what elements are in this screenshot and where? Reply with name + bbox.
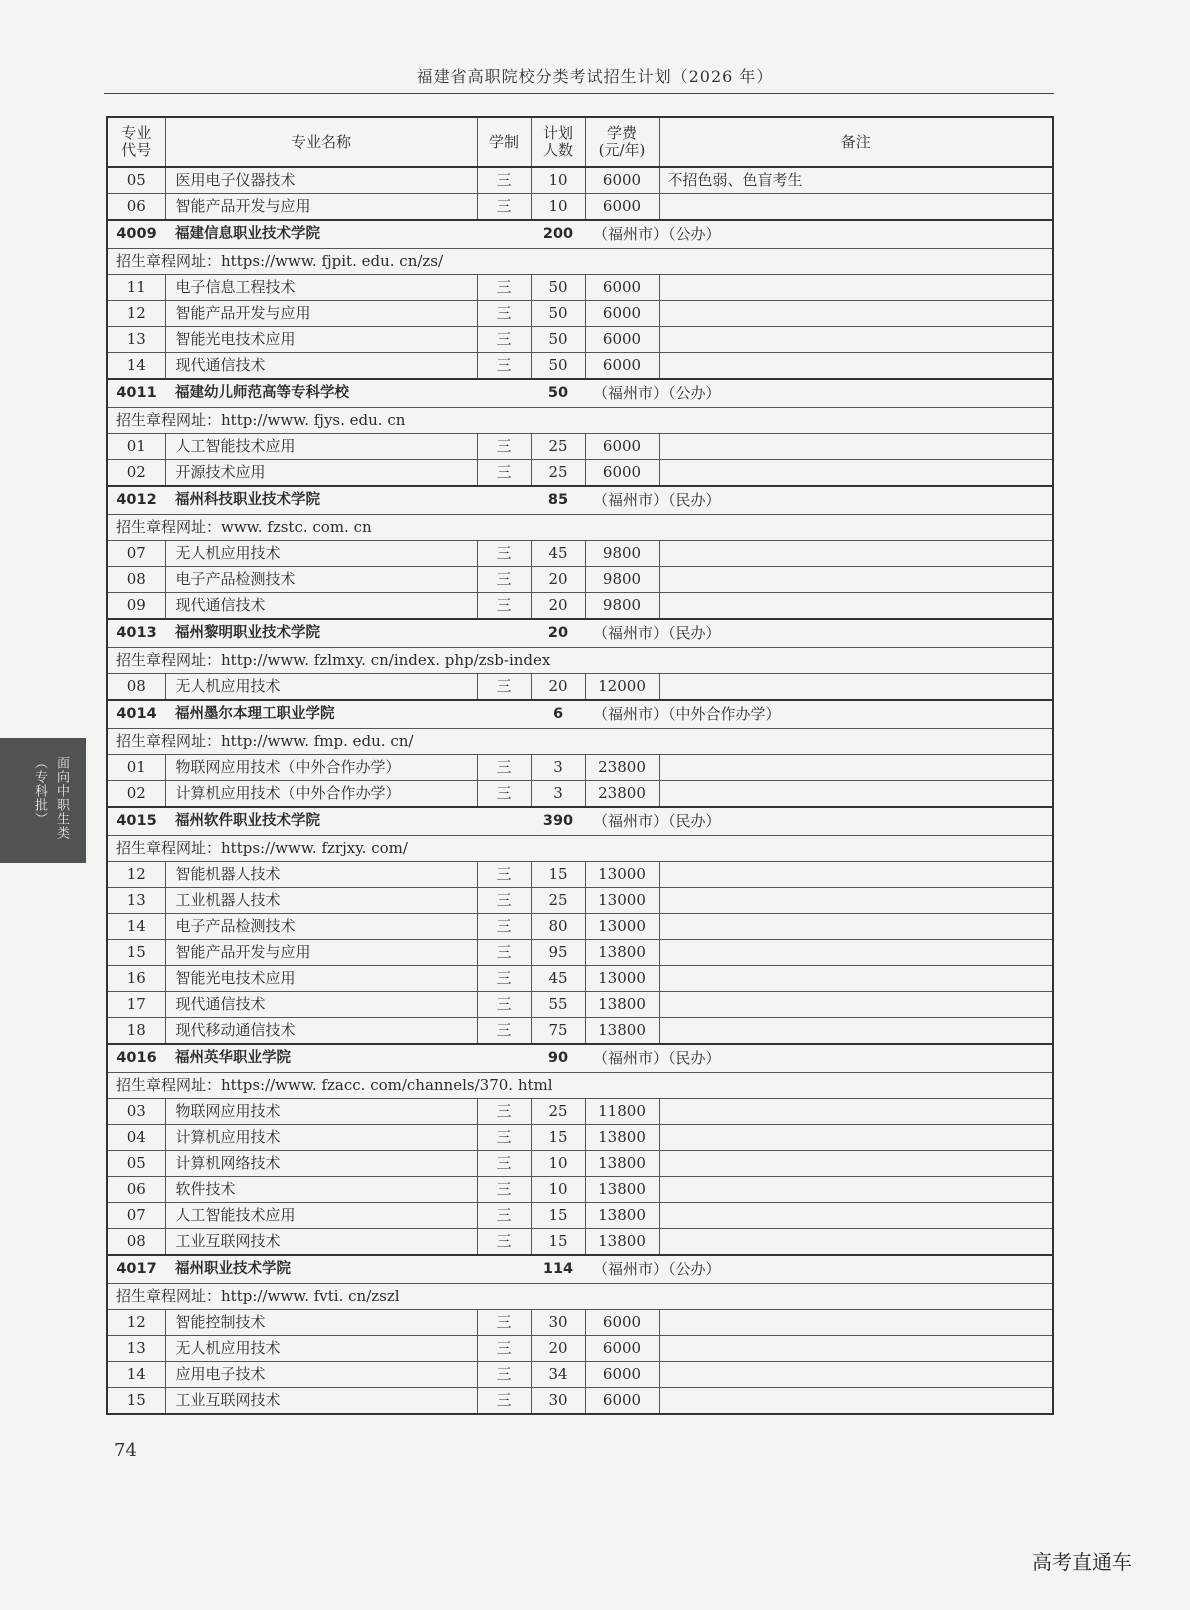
major-duration: 三 [477, 541, 531, 567]
major-note [659, 888, 1053, 914]
major-count: 3 [531, 781, 585, 808]
major-duration: 三 [477, 914, 531, 940]
major-code: 02 [107, 781, 165, 808]
major-row [107, 992, 1053, 1018]
admission-plan-table [106, 116, 1054, 1415]
major-duration: 三 [477, 353, 531, 380]
school-name: 福建信息职业技术学院 [165, 220, 531, 249]
major-note [659, 327, 1053, 353]
major-count: 10 [531, 167, 585, 194]
major-note [659, 992, 1053, 1018]
school-count: 6 [531, 700, 585, 729]
major-fee: 6000 [585, 1310, 659, 1336]
major-fee: 6000 [585, 434, 659, 460]
major-duration: 三 [477, 862, 531, 888]
major-fee: 6000 [585, 1388, 659, 1415]
watermark-text: 高考直通车 [1032, 1550, 1132, 1574]
major-code: 06 [107, 194, 165, 221]
major-count: 10 [531, 1151, 585, 1177]
major-row [107, 460, 1053, 487]
school-url-row [107, 408, 1053, 434]
header-note: 备注 [659, 117, 1053, 167]
school-url: 招生章程网址：http://www. fmp. edu. cn/ [107, 729, 1053, 755]
major-count: 50 [531, 327, 585, 353]
major-row [107, 966, 1053, 992]
major-count: 30 [531, 1388, 585, 1415]
major-code: 08 [107, 567, 165, 593]
major-count: 30 [531, 1310, 585, 1336]
major-name: 智能产品开发与应用 [165, 194, 477, 221]
school-url: 招生章程网址：http://www. fjys. edu. cn [107, 408, 1053, 434]
major-count: 3 [531, 755, 585, 781]
major-code: 14 [107, 914, 165, 940]
major-row [107, 301, 1053, 327]
school-url-row [107, 249, 1053, 275]
major-code: 18 [107, 1018, 165, 1045]
major-row [107, 327, 1053, 353]
school-url-row [107, 1073, 1053, 1099]
major-count: 20 [531, 567, 585, 593]
page-number: 74 [114, 1440, 137, 1461]
school-url-row [107, 1284, 1053, 1310]
school-count: 85 [531, 486, 585, 515]
major-row [107, 353, 1053, 380]
school-row [107, 486, 1053, 515]
major-row [107, 755, 1053, 781]
major-row [107, 862, 1053, 888]
school-count: 200 [531, 220, 585, 249]
major-count: 25 [531, 888, 585, 914]
major-fee: 13800 [585, 1151, 659, 1177]
school-url: 招生章程网址：http://www. fvti. cn/zszl [107, 1284, 1053, 1310]
major-row [107, 434, 1053, 460]
school-note: （福州市）（公办） [585, 379, 1053, 408]
major-duration: 三 [477, 888, 531, 914]
major-fee: 13800 [585, 1177, 659, 1203]
major-name: 工业互联网技术 [165, 1229, 477, 1256]
school-count: 390 [531, 807, 585, 836]
major-fee: 13800 [585, 940, 659, 966]
major-note [659, 434, 1053, 460]
major-count: 15 [531, 862, 585, 888]
major-count: 25 [531, 434, 585, 460]
major-note [659, 1099, 1053, 1125]
school-row [107, 379, 1053, 408]
major-name: 无人机应用技术 [165, 541, 477, 567]
major-duration: 三 [477, 1388, 531, 1415]
major-fee: 12000 [585, 674, 659, 701]
header-duration: 学制 [477, 117, 531, 167]
major-count: 50 [531, 353, 585, 380]
school-note: （福州市）（民办） [585, 486, 1053, 515]
major-name: 智能机器人技术 [165, 862, 477, 888]
header-code: 专业 代号 [107, 117, 165, 167]
major-note [659, 593, 1053, 620]
major-duration: 三 [477, 992, 531, 1018]
major-name: 物联网应用技术（中外合作办学） [165, 755, 477, 781]
side-tab-main-label: 面向中职生类 [54, 756, 69, 840]
school-code: 4012 [107, 486, 165, 515]
major-row [107, 1362, 1053, 1388]
major-code: 13 [107, 1336, 165, 1362]
school-code: 4013 [107, 619, 165, 648]
major-note [659, 353, 1053, 380]
school-note: （福州市）（公办） [585, 220, 1053, 249]
major-name: 智能光电技术应用 [165, 327, 477, 353]
school-code: 4014 [107, 700, 165, 729]
school-name: 福州职业技术学院 [165, 1255, 531, 1284]
major-count: 75 [531, 1018, 585, 1045]
major-count: 50 [531, 301, 585, 327]
school-name: 福州英华职业学院 [165, 1044, 531, 1073]
school-row [107, 807, 1053, 836]
major-name: 计算机应用技术（中外合作办学） [165, 781, 477, 808]
major-name: 人工智能技术应用 [165, 1203, 477, 1229]
page-header-title: 福建省高职院校分类考试招生计划（2026 年） [416, 67, 774, 86]
table-body [107, 167, 1053, 1414]
major-row [107, 593, 1053, 620]
major-fee: 9800 [585, 593, 659, 620]
major-note [659, 940, 1053, 966]
school-code: 4011 [107, 379, 165, 408]
major-fee: 6000 [585, 353, 659, 380]
school-note: （福州市）（中外合作办学） [585, 700, 1053, 729]
school-url: 招生章程网址：https://www. fzrjxy. com/ [107, 836, 1053, 862]
major-name: 人工智能技术应用 [165, 434, 477, 460]
school-url: 招生章程网址：http://www. fzlmxy. cn/index. php/zsb-index [107, 648, 1053, 674]
major-code: 01 [107, 434, 165, 460]
major-duration: 三 [477, 781, 531, 808]
major-duration: 三 [477, 167, 531, 194]
major-code: 16 [107, 966, 165, 992]
school-name: 福州墨尔本理工职业学院 [165, 700, 531, 729]
school-url: 招生章程网址：https://www. fjpit. edu. cn/zs/ [107, 249, 1053, 275]
major-duration: 三 [477, 966, 531, 992]
major-code: 07 [107, 541, 165, 567]
major-code: 12 [107, 1310, 165, 1336]
major-duration: 三 [477, 1310, 531, 1336]
major-count: 20 [531, 1336, 585, 1362]
major-name: 工业机器人技术 [165, 888, 477, 914]
school-name: 福州软件职业技术学院 [165, 807, 531, 836]
major-name: 医用电子仪器技术 [165, 167, 477, 194]
school-url: 招生章程网址：https://www. fzacc. com/channels/370. html [107, 1073, 1053, 1099]
major-note [659, 275, 1053, 301]
major-duration: 三 [477, 1336, 531, 1362]
major-note [659, 781, 1053, 808]
major-name: 智能光电技术应用 [165, 966, 477, 992]
major-name: 计算机网络技术 [165, 1151, 477, 1177]
major-fee: 6000 [585, 460, 659, 487]
school-note: （福州市）（公办） [585, 1255, 1053, 1284]
school-row [107, 619, 1053, 648]
major-count: 55 [531, 992, 585, 1018]
major-note [659, 674, 1053, 701]
major-count: 25 [531, 460, 585, 487]
major-row [107, 674, 1053, 701]
major-note [659, 1151, 1053, 1177]
major-duration: 三 [477, 940, 531, 966]
school-url: 招生章程网址：www. fzstc. com. cn [107, 515, 1053, 541]
major-count: 15 [531, 1229, 585, 1256]
school-count: 20 [531, 619, 585, 648]
major-count: 95 [531, 940, 585, 966]
major-count: 15 [531, 1203, 585, 1229]
major-fee: 6000 [585, 1336, 659, 1362]
major-count: 50 [531, 275, 585, 301]
major-duration: 三 [477, 1125, 531, 1151]
major-name: 现代通信技术 [165, 353, 477, 380]
header-fee: 学费 (元/年) [585, 117, 659, 167]
major-note [659, 1336, 1053, 1362]
major-name: 智能控制技术 [165, 1310, 477, 1336]
school-url-row [107, 729, 1053, 755]
major-note [659, 194, 1053, 221]
major-code: 08 [107, 674, 165, 701]
major-row [107, 1177, 1053, 1203]
major-duration: 三 [477, 1177, 531, 1203]
school-url-row [107, 648, 1053, 674]
major-code: 05 [107, 167, 165, 194]
major-row [107, 1125, 1053, 1151]
major-row [107, 1018, 1053, 1045]
header-count: 计划 人数 [531, 117, 585, 167]
school-row [107, 1255, 1053, 1284]
major-name: 智能产品开发与应用 [165, 940, 477, 966]
header-name: 专业名称 [165, 117, 477, 167]
major-duration: 三 [477, 275, 531, 301]
major-count: 45 [531, 541, 585, 567]
major-row [107, 940, 1053, 966]
major-note [659, 1125, 1053, 1151]
major-duration: 三 [477, 674, 531, 701]
major-name: 计算机应用技术 [165, 1125, 477, 1151]
major-name: 现代通信技术 [165, 992, 477, 1018]
major-code: 17 [107, 992, 165, 1018]
major-code: 06 [107, 1177, 165, 1203]
major-code: 09 [107, 593, 165, 620]
major-note [659, 541, 1053, 567]
major-note [659, 755, 1053, 781]
major-note [659, 1018, 1053, 1045]
major-name: 物联网应用技术 [165, 1099, 477, 1125]
major-fee: 6000 [585, 1362, 659, 1388]
major-row [107, 541, 1053, 567]
major-fee: 6000 [585, 194, 659, 221]
major-note [659, 1388, 1053, 1415]
major-count: 15 [531, 1125, 585, 1151]
major-note [659, 914, 1053, 940]
major-name: 工业互联网技术 [165, 1388, 477, 1415]
major-duration: 三 [477, 1099, 531, 1125]
school-code: 4017 [107, 1255, 165, 1284]
major-code: 14 [107, 353, 165, 380]
major-fee: 6000 [585, 327, 659, 353]
school-url-row [107, 515, 1053, 541]
major-row [107, 167, 1053, 194]
major-note [659, 1177, 1053, 1203]
major-duration: 三 [477, 1203, 531, 1229]
major-row [107, 1310, 1053, 1336]
school-count: 114 [531, 1255, 585, 1284]
school-row [107, 1044, 1053, 1073]
major-name: 应用电子技术 [165, 1362, 477, 1388]
table-header-row [107, 117, 1053, 167]
school-count: 90 [531, 1044, 585, 1073]
major-count: 10 [531, 194, 585, 221]
major-code: 12 [107, 862, 165, 888]
major-duration: 三 [477, 460, 531, 487]
major-duration: 三 [477, 327, 531, 353]
major-count: 10 [531, 1177, 585, 1203]
school-name: 福州科技职业技术学院 [165, 486, 531, 515]
major-note: 不招色弱、色盲考生 [659, 167, 1053, 194]
major-note [659, 1229, 1053, 1256]
major-fee: 13000 [585, 914, 659, 940]
major-fee: 13800 [585, 992, 659, 1018]
major-row [107, 914, 1053, 940]
major-duration: 三 [477, 755, 531, 781]
major-duration: 三 [477, 194, 531, 221]
major-count: 45 [531, 966, 585, 992]
major-code: 07 [107, 1203, 165, 1229]
major-note [659, 567, 1053, 593]
school-note: （福州市）（民办） [585, 619, 1053, 648]
school-count: 50 [531, 379, 585, 408]
side-tab-sub-label: （专科批） [32, 756, 47, 826]
major-code: 13 [107, 888, 165, 914]
side-section-tab [0, 738, 86, 863]
major-row [107, 1388, 1053, 1415]
major-code: 15 [107, 940, 165, 966]
major-fee: 13800 [585, 1018, 659, 1045]
header-rule [104, 93, 1054, 94]
major-duration: 三 [477, 567, 531, 593]
major-row [107, 888, 1053, 914]
major-count: 20 [531, 593, 585, 620]
major-name: 电子产品检测技术 [165, 567, 477, 593]
major-name: 电子信息工程技术 [165, 275, 477, 301]
school-name: 福州黎明职业技术学院 [165, 619, 531, 648]
major-name: 软件技术 [165, 1177, 477, 1203]
major-fee: 23800 [585, 781, 659, 808]
major-name: 无人机应用技术 [165, 1336, 477, 1362]
major-count: 80 [531, 914, 585, 940]
major-code: 02 [107, 460, 165, 487]
major-note [659, 1362, 1053, 1388]
school-row [107, 220, 1053, 249]
major-duration: 三 [477, 301, 531, 327]
major-fee: 13000 [585, 888, 659, 914]
major-code: 08 [107, 1229, 165, 1256]
major-note [659, 301, 1053, 327]
major-note [659, 460, 1053, 487]
major-duration: 三 [477, 1362, 531, 1388]
major-duration: 三 [477, 434, 531, 460]
major-note [659, 1310, 1053, 1336]
school-code: 4016 [107, 1044, 165, 1073]
major-row [107, 1203, 1053, 1229]
major-fee: 6000 [585, 275, 659, 301]
major-fee: 9800 [585, 567, 659, 593]
major-name: 开源技术应用 [165, 460, 477, 487]
major-fee: 9800 [585, 541, 659, 567]
major-code: 14 [107, 1362, 165, 1388]
major-code: 15 [107, 1388, 165, 1415]
school-code: 4015 [107, 807, 165, 836]
school-code: 4009 [107, 220, 165, 249]
major-count: 25 [531, 1099, 585, 1125]
major-row [107, 1151, 1053, 1177]
major-fee: 13800 [585, 1229, 659, 1256]
major-row [107, 194, 1053, 221]
major-name: 智能产品开发与应用 [165, 301, 477, 327]
school-note: （福州市）（民办） [585, 807, 1053, 836]
major-duration: 三 [477, 1229, 531, 1256]
major-name: 无人机应用技术 [165, 674, 477, 701]
major-row [107, 567, 1053, 593]
school-url-row [107, 836, 1053, 862]
major-duration: 三 [477, 593, 531, 620]
major-fee: 23800 [585, 755, 659, 781]
major-fee: 6000 [585, 301, 659, 327]
major-fee: 11800 [585, 1099, 659, 1125]
major-row [107, 1336, 1053, 1362]
major-row [107, 1229, 1053, 1256]
major-name: 现代通信技术 [165, 593, 477, 620]
major-duration: 三 [477, 1018, 531, 1045]
major-fee: 13800 [585, 1125, 659, 1151]
major-name: 电子产品检测技术 [165, 914, 477, 940]
major-count: 20 [531, 674, 585, 701]
major-code: 05 [107, 1151, 165, 1177]
major-note [659, 966, 1053, 992]
major-count: 34 [531, 1362, 585, 1388]
major-row [107, 781, 1053, 808]
school-note: （福州市）（民办） [585, 1044, 1053, 1073]
major-note [659, 1203, 1053, 1229]
major-fee: 6000 [585, 167, 659, 194]
major-code: 11 [107, 275, 165, 301]
major-code: 03 [107, 1099, 165, 1125]
major-code: 13 [107, 327, 165, 353]
major-code: 01 [107, 755, 165, 781]
major-fee: 13000 [585, 862, 659, 888]
major-code: 12 [107, 301, 165, 327]
major-fee: 13000 [585, 966, 659, 992]
major-row [107, 275, 1053, 301]
major-note [659, 862, 1053, 888]
major-fee: 13800 [585, 1203, 659, 1229]
major-duration: 三 [477, 1151, 531, 1177]
major-code: 04 [107, 1125, 165, 1151]
school-row [107, 700, 1053, 729]
major-row [107, 1099, 1053, 1125]
school-name: 福建幼儿师范高等专科学校 [165, 379, 531, 408]
major-name: 现代移动通信技术 [165, 1018, 477, 1045]
